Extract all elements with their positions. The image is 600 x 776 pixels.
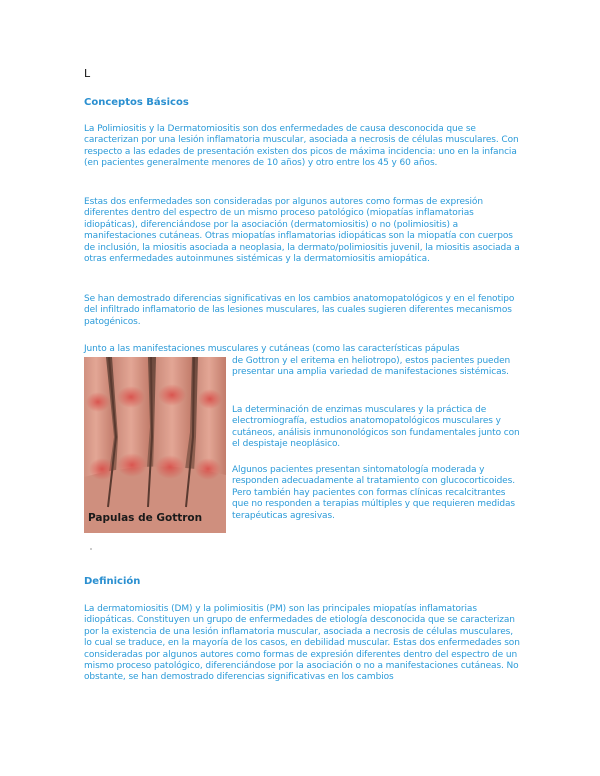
paragraph-manifestaciones-rest: de Gottron y el eritema en heliotropo), estos pacientes pueden presentar una amplia variedad de manifestaciones sistémicas. xyxy=(232,356,511,378)
gottron-papules-photo xyxy=(84,357,226,533)
page-marker: L xyxy=(84,67,91,80)
paragraph-tratamiento: Algunos pacientes presentan sintomatología moderada y responden adecuadamente al tratamiento con glucocorticoides. Pero también hay pacientes con formas clínicas recalcitrantes que no responden a terapias múltiples y que requieren medidas terapéuticas agresivas. xyxy=(232,465,516,521)
paragraph-expresion: Estas dos enfermedades son consideradas por algunos autores como formas de expresión diferentes dentro del espectro de un mismo proceso patológico (miopatías inflamatorias idiopáticas), diferenciándose por la asociación (dermatomiositis) o no (polimiositis) a manifestaciones cutáneas. Otras miopatías inflamatorias idiopáticas son la miopatía con cuerpos de inclusión, la miositis asociada a neoplasia, la dermato/polimiositis juvenil, la miositis asociada a otras enfermedades autoinmunes sistémicas y la dermatomiositis amiopática. xyxy=(84,197,520,265)
paragraph-diferencias: Se han demostrado diferencias significativas en los cambios anatomopatológicos y en el fenotipo del infiltrado inflamatorio de las lesiones musculares, las cuales sugieren diferentes mecanismos patogénicos. xyxy=(84,294,515,327)
decorative-dot xyxy=(90,548,92,550)
section-title-definicion: Definición xyxy=(84,576,141,587)
paragraph-manifestaciones-line1: Junto a las manifestaciones musculares y cutáneas (como las características pápulas xyxy=(84,344,460,354)
paragraph-intro: La Polimiositis y la Dermatomiositis son dos enfermedades de causa desconocida que se caracterizan por una lesión inflamatoria muscular, asociada a necrosis de células musculares. Con respecto a las edades de presentación existen dos picos de máxima incidencia: uno en la infancia (en pacientes generalmente menores de 10 años) y otro entre los 45 y 60 años. xyxy=(84,124,519,169)
paragraph-enzimas: La determinación de enzimas musculares y la práctica de electromiografía, estudios anatomopatológicos musculares y cutáneos, análisis inmunonológicos son fundamentales junto con el despistaje neoplásico. xyxy=(232,405,520,450)
section-title-conceptos: Conceptos Básicos xyxy=(84,97,189,108)
paragraph-definicion: La dermatomiositis (DM) y la polimiositis (PM) son las principales miopatías inflamatorias idiopáticas. Constituyen un grupo de enfermedades de etiología desconocida que se caracterizan por la existencia de una lesión inflamatoria muscular, asociada a necrosis de células musculares, lo cual se traduce, en la mayoría de los casos, en debilidad muscular. Estas dos enfermedades son consideradas por algunos autores como formas de expresión diferentes dentro del espectro de un mismo proceso patológico, diferenciándose por la asociación o no a manifestaciones cutáneas. No obstante, se han demostrado diferencias significativas en los cambios xyxy=(84,604,520,683)
photo-caption: Papulas de Gottron xyxy=(88,512,203,524)
hand-illustration xyxy=(84,357,226,533)
